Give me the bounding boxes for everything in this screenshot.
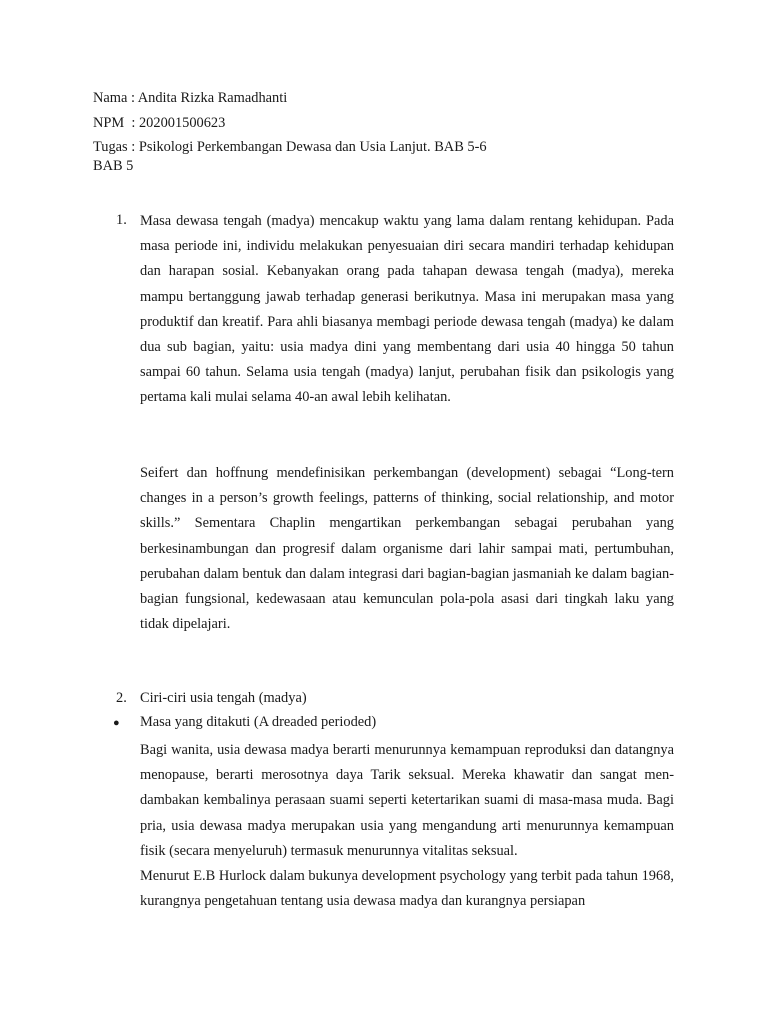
assignment-title: Tugas : Psikologi Perkembangan Dewasa dan Usia Lanjut. BAB 5-6 <box>93 139 487 155</box>
paragraph-3: Bagi wanita, usia dewasa madya berarti menurunnya kemampuan reproduksi dan datangnya menopause, berarti merosotnya daya Tarik seksual. Mereka khawatir dan sangat men-dambakan kembalinya perasaan suami seperti ketertarikan suami di masa-masa muda. Bagi pria, usia dewasa madya merupakan usia yang mengandung arti menurunnya kemampuan fisik (secara menyeluruh) termasuk menurunnya vitalitas seksual. <box>140 742 674 859</box>
paragraph-2: Seifert dan hoffnung mendefinisikan perkembangan (development) sebagai “Long-tern changes in a person’s growth feelings, patterns of thinking, social relationship, and motor skills.” Sementara Chaplin mengartikan perkembangan sebagai perubahan yang berkesinambungan dan progresif dalam organisme dari lahir sampai mati, pertumbuhan, perubahan dalam bentuk dan dalam integrasi dari bagian-bagian jasmaniah ke dalam bagian-bagian fungsional, kedewasaan atau kemunculan pola-pola asasi dari tingkah laku yang tidak dipelajari. <box>140 465 674 633</box>
list-number-1: 1. <box>116 212 127 228</box>
bullet-title: Masa yang ditakuti (A dreaded perioded) <box>140 714 377 730</box>
list-item-title: Ciri-ciri usia tengah (madya) <box>140 690 307 706</box>
section-heading: BAB 5 <box>93 158 134 174</box>
bullet-icon: ● <box>113 717 120 729</box>
student-name: Nama : Andita Rizka Ramadhanti <box>93 90 288 106</box>
list-number-2: 2. <box>116 690 127 706</box>
student-npm: NPM : 202001500623 <box>93 114 226 131</box>
paragraph-1: Masa dewasa tengah (madya) mencakup waktu yang lama dalam rentang kehidupan. Pada masa periode ini, individu melakukan penyesuaian diri secara mandiri terhadap kehidupan dan harapan sosial. Kebanyakan orang pada tahapan dewasa tengah (madya), mereka mampu bertanggung jawab terhadap generasi berikutnya. Masa ini merupakan masa yang produktif dan kreatif. Para ahli biasanya membagi periode dewasa tengah (madya) ke dalam dua sub bagian, yaitu: usia madya dini yang membentang dari usia 40 hingga 50 tahun sampai 60 tahun. Selama usia tengah (madya) lanjut, perubahan fisik dan psikologis yang pertama kali mulai selama 40-an awal lebih kelihatan. <box>140 213 674 406</box>
paragraph-4: Menurut E.B Hurlock dalam bukunya development psychology yang terbit pada tahun 1968, kurangnya pengetahuan tentang usia dewasa madya dan kurangnya persiapan <box>140 868 674 910</box>
student-header <box>93 86 487 160</box>
